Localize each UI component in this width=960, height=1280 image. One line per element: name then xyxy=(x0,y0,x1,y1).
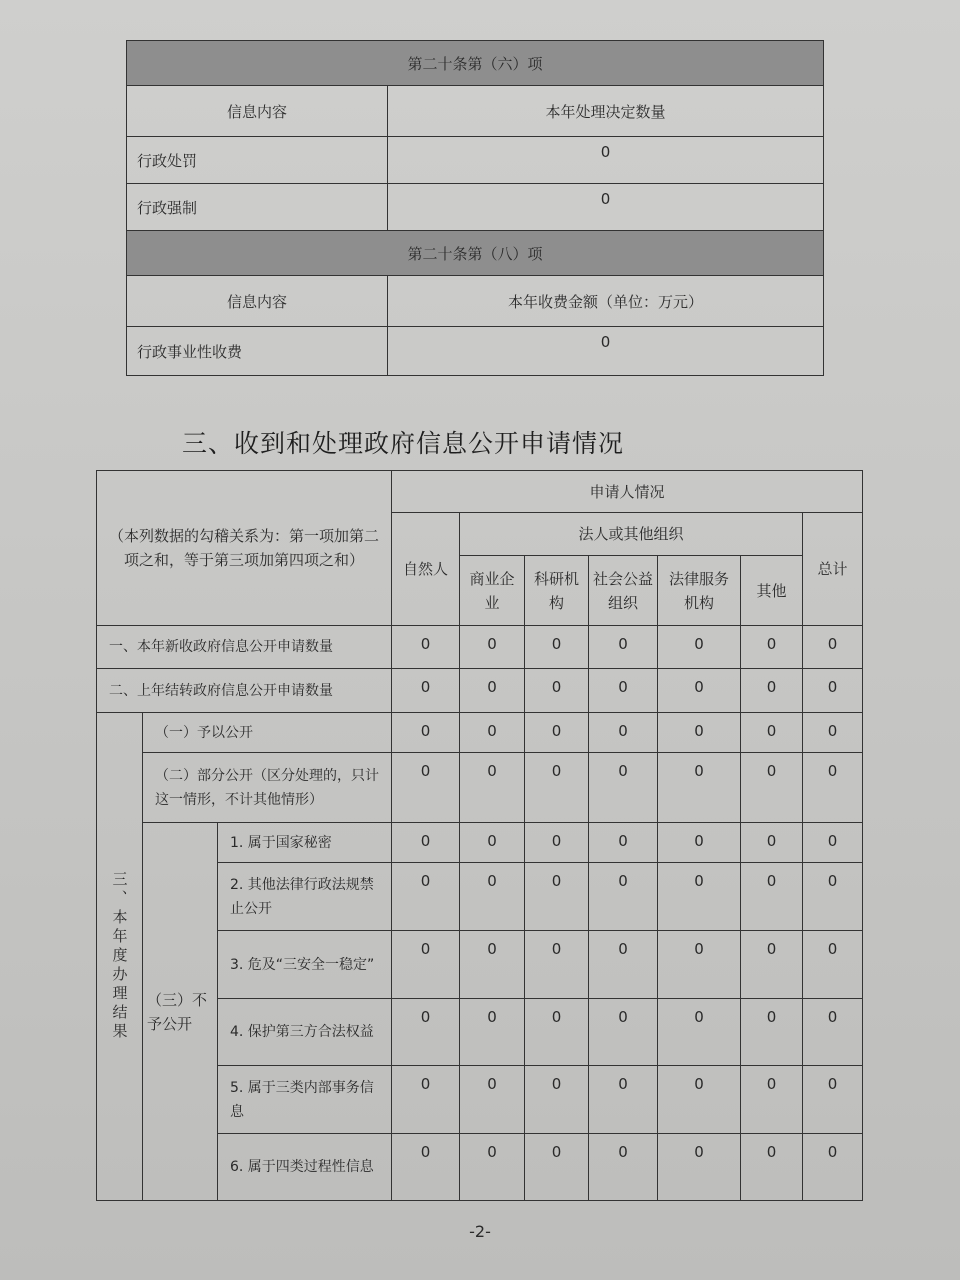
cell-value: 0 xyxy=(460,999,525,1066)
cell-value: 0 xyxy=(741,863,803,931)
cell-value: 0 xyxy=(589,1066,658,1134)
cell-value: 0 xyxy=(803,713,863,753)
cell-value: 0 xyxy=(658,1134,741,1201)
cell-value: 0 xyxy=(525,669,589,713)
cell-value: 0 xyxy=(525,713,589,753)
cell-value: 0 xyxy=(741,713,803,753)
cell-value: 0 xyxy=(525,863,589,931)
cell-value: 0 xyxy=(392,1066,460,1134)
cell-value: 0 xyxy=(460,931,525,999)
cell-value: 0 xyxy=(460,863,525,931)
column-header: 本年收费金额（单位：万元） xyxy=(388,276,824,327)
cell-value: 0 xyxy=(658,669,741,713)
cell-value: 0 xyxy=(392,823,460,863)
section-title: 三、收到和处理政府信息公开申请情况 xyxy=(182,429,625,458)
note-cell: （本列数据的勾稽关系为：第一项加第二项之和，等于第三项加第四项之和） xyxy=(97,471,392,626)
subcategory-header: 其他 xyxy=(741,556,803,626)
application-table xyxy=(96,470,863,1201)
row-label: 二、上年结转政府信息公开申请数量 xyxy=(97,669,392,713)
cell-value: 0 xyxy=(741,823,803,863)
row-label: 1. 属于国家秘密 xyxy=(218,823,392,863)
cell-value: 0 xyxy=(741,999,803,1066)
result-group-label: 三、本年度办理结果 xyxy=(97,713,143,1201)
row-label: 一、本年新收政府信息公开申请数量 xyxy=(97,626,392,669)
cell-value: 0 xyxy=(741,753,803,823)
cell-value: 0 xyxy=(392,1134,460,1201)
cell-value: 0 xyxy=(589,713,658,753)
cell-value: 0 xyxy=(392,753,460,823)
table-row xyxy=(97,669,863,713)
withheld-group-label: （三）不予公开 xyxy=(143,823,218,1201)
cell-value: 0 xyxy=(460,1134,525,1201)
cell-value: 0 xyxy=(388,137,824,184)
cell-value: 0 xyxy=(392,713,460,753)
cell-value: 0 xyxy=(460,753,525,823)
row-label: 行政强制 xyxy=(127,184,388,231)
cell-value: 0 xyxy=(658,626,741,669)
cell-value: 0 xyxy=(589,626,658,669)
cell-value: 0 xyxy=(741,1066,803,1134)
cell-value: 0 xyxy=(658,863,741,931)
row-label: 行政处罚 xyxy=(127,137,388,184)
cell-value: 0 xyxy=(525,1066,589,1134)
legal-entity-header: 法人或其他组织 xyxy=(460,513,803,556)
cell-value: 0 xyxy=(741,669,803,713)
cell-value: 0 xyxy=(589,1134,658,1201)
table-row xyxy=(97,823,863,863)
subcategory-header: 法律服务机构 xyxy=(658,556,741,626)
cell-value: 0 xyxy=(525,1134,589,1201)
cell-value: 0 xyxy=(392,626,460,669)
cell-value: 0 xyxy=(388,327,824,376)
cell-value: 0 xyxy=(392,669,460,713)
cell-value: 0 xyxy=(525,823,589,863)
cell-value: 0 xyxy=(460,713,525,753)
column-header: 本年处理决定数量 xyxy=(388,86,824,137)
section-header: 第二十条第（六）项 xyxy=(127,41,824,86)
applicant-header: 申请人情况 xyxy=(392,471,863,513)
section-header: 第二十条第（八）项 xyxy=(127,231,824,276)
cell-value: 0 xyxy=(460,823,525,863)
cell-value: 0 xyxy=(525,626,589,669)
subcategory-header: 商业企业 xyxy=(460,556,525,626)
cell-value: 0 xyxy=(658,823,741,863)
row-label: （二）部分公开（区分处理的，只计这一情形，不计其他情形） xyxy=(143,753,392,823)
column-header: 信息内容 xyxy=(127,86,388,137)
cell-value: 0 xyxy=(741,1134,803,1201)
cell-value: 0 xyxy=(525,931,589,999)
cell-value: 0 xyxy=(658,931,741,999)
table-row xyxy=(97,713,863,753)
subcategory-header: 科研机构 xyxy=(525,556,589,626)
page-number: -2- xyxy=(469,1222,491,1241)
cell-value: 0 xyxy=(741,931,803,999)
cell-value: 0 xyxy=(658,1066,741,1134)
cell-value: 0 xyxy=(525,753,589,823)
subcategory-header: 社会公益组织 xyxy=(589,556,658,626)
cell-value: 0 xyxy=(392,863,460,931)
cell-value: 0 xyxy=(589,999,658,1066)
row-label: 5. 属于三类内部事务信息 xyxy=(218,1066,392,1134)
row-label: （一）予以公开 xyxy=(143,713,392,753)
cell-value: 0 xyxy=(460,1066,525,1134)
disclosure-table-article20 xyxy=(126,40,824,376)
cell-value: 0 xyxy=(803,1066,863,1134)
cell-value: 0 xyxy=(803,999,863,1066)
cell-value: 0 xyxy=(658,753,741,823)
cell-value: 0 xyxy=(803,1134,863,1201)
cell-value: 0 xyxy=(803,626,863,669)
cell-value: 0 xyxy=(589,863,658,931)
column-header: 信息内容 xyxy=(127,276,388,327)
cell-value: 0 xyxy=(392,931,460,999)
cell-value: 0 xyxy=(525,999,589,1066)
cell-value: 0 xyxy=(803,669,863,713)
cell-value: 0 xyxy=(388,184,824,231)
row-label: 6. 属于四类过程性信息 xyxy=(218,1134,392,1201)
row-label: 4. 保护第三方合法权益 xyxy=(218,999,392,1066)
total-header: 总计 xyxy=(803,513,863,626)
cell-value: 0 xyxy=(741,626,803,669)
cell-value: 0 xyxy=(589,669,658,713)
cell-value: 0 xyxy=(803,931,863,999)
table-row xyxy=(97,753,863,823)
row-label: 3. 危及“三安全一稳定” xyxy=(218,931,392,999)
cell-value: 0 xyxy=(803,863,863,931)
cell-value: 0 xyxy=(392,999,460,1066)
row-label: 行政事业性收费 xyxy=(127,327,388,376)
cell-value: 0 xyxy=(589,823,658,863)
cell-value: 0 xyxy=(803,753,863,823)
cell-value: 0 xyxy=(658,999,741,1066)
cell-value: 0 xyxy=(658,713,741,753)
cell-value: 0 xyxy=(803,823,863,863)
cell-value: 0 xyxy=(460,669,525,713)
natural-person-header: 自然人 xyxy=(392,513,460,626)
table-row xyxy=(97,626,863,669)
cell-value: 0 xyxy=(589,931,658,999)
row-label: 2. 其他法律行政法规禁止公开 xyxy=(218,863,392,931)
cell-value: 0 xyxy=(460,626,525,669)
cell-value: 0 xyxy=(589,753,658,823)
